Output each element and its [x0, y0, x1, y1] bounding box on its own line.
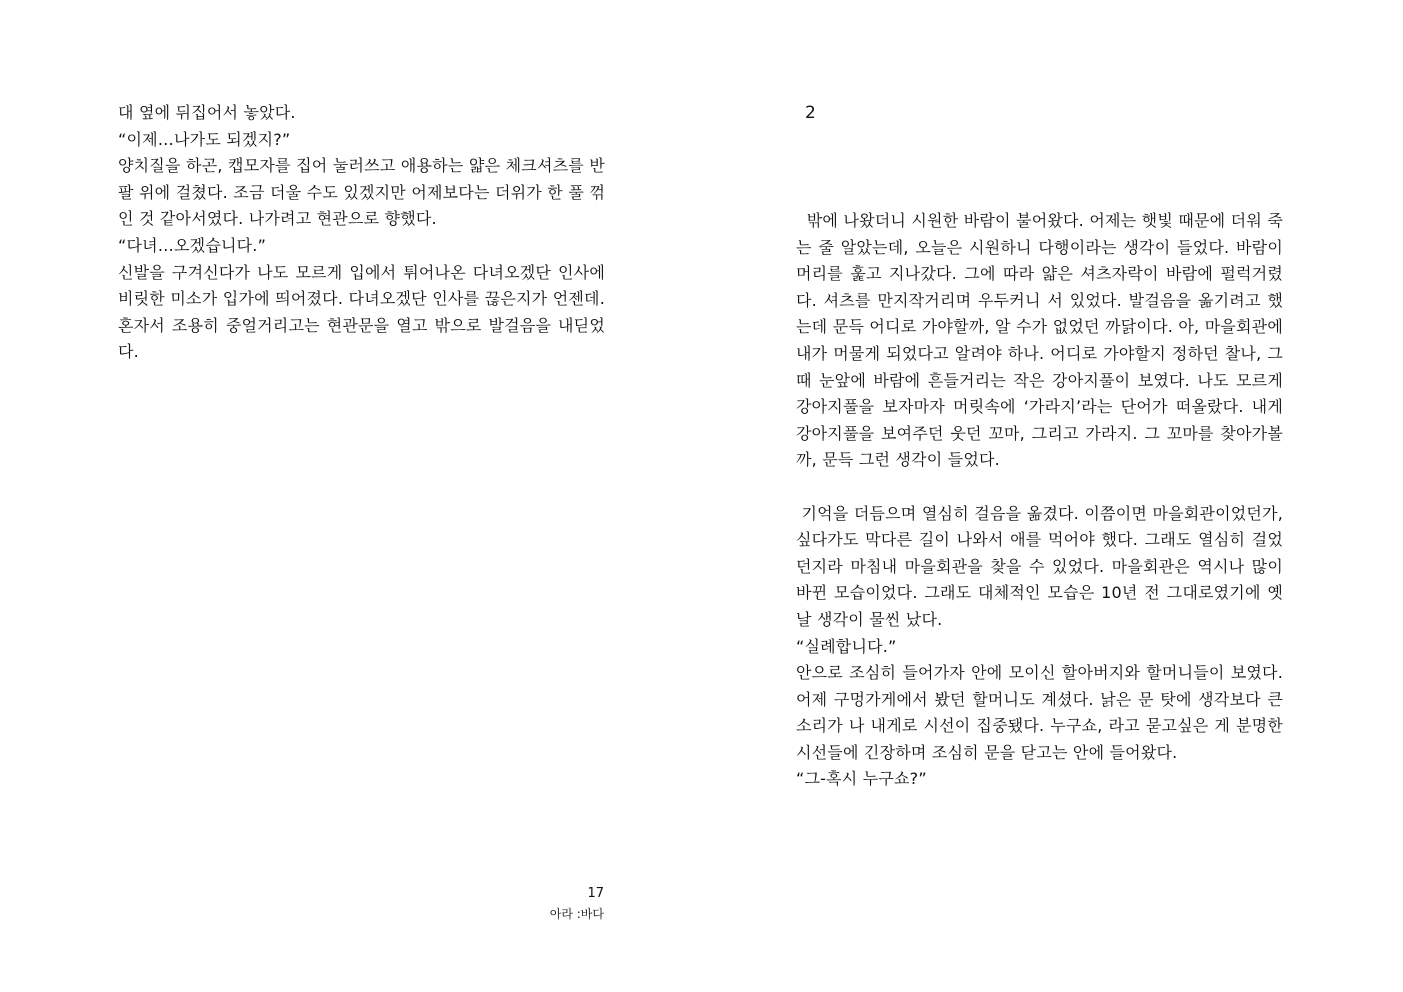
paragraph: 양치질을 하곤, 캡모자를 집어 눌러쓰고 애용하는 얇은 체크셔츠를 반팔 위에 걸쳤다. 조금 더울 수도 있겠지만 어제보다는 더위가 한 풀 꺾인 것 같아서였다. 나가려고 현관으로 향했다. [118, 156, 605, 229]
paragraph: 밖에 나왔더니 시원한 바람이 불어왔다. 어제는 햇빛 때문에 더워 죽는 줄 알았는데, 오늘은 시원하니 다행이라는 생각이 들었다. 바람이 머리를 훑고 지나갔다. 그에 따라 얇은 셔츠자락이 바람에 펄럭거렸다. 셔츠를 만지작거리며 우두커니 서 있었다. 발걸음을 옮기려고 했는데 문득 어디로 가야할까, 알 수가 없었던 까닭이다. 아, 마을회관에 내가 머물게 되었다고 알려야 하나. 어디로 가야할지 정하던 찰나, 그때 눈앞에 바람에 흔들거리는 작은 강아지풀이 보였다. 나도 모르게 강아지풀을 보자마자 머릿속에 ‘가라지’라는 단어가 떠올랐다. 내게 강아지풀을 보여주던 웃던 꼬마, 그리고 가라지. 그 꼬마를 찾아가볼까, 문득 그런 생각이 들었다. [796, 211, 1289, 470]
paragraph: “이제…나가도 되겠지?” [118, 129, 291, 149]
page-number: 17 [587, 886, 604, 901]
paragraph: 안으로 조심히 들어가자 안에 모이신 할아버지와 할머니들이 보였다. 어제 구멍가게에서 봤던 할머니도 계셨다. 낡은 문 탓에 생각보다 큰 소리가 나 내게로 시선이 집중됐다. 누구쇼, 라고 묻고싶은 게 분명한 시선들에 긴장하며 조심히 문을 닫고는 안에 들어왔다. [796, 663, 1283, 762]
left-page [0, 0, 700, 992]
blank-line [796, 474, 1283, 501]
paragraph: “실례합니다.” [796, 636, 897, 656]
paragraph: 신발을 구겨신다가 나도 모르게 입에서 튀어나온 다녀오겠단 인사에 비릿한 미소가 입가에 띄어졌다. 다녀오겠단 인사를 끊은지가 언젠데. 혼자서 조용히 중얼거리고는 현관문을 열고 밖으로 발걸음을 내딛었다. [118, 262, 605, 362]
left-page-body [118, 100, 605, 366]
chapter-number: 2 [805, 103, 816, 123]
paragraph: 기억을 더듬으며 열심히 걸음을 옮겼다. 이쯤이면 마을회관이었던가, 싶다가도 막다른 길이 나와서 애를 먹어야 했다. 그래도 열심히 걸었던지라 마침내 마을회관을 찾을 수 있었다. 마을회관은 역시나 많이 바뀐 모습이었다. 그래도 대체적인 모습은 10년 전 그대로였기에 옛날 생각이 물씬 났다. [796, 503, 1289, 629]
right-page-body [796, 208, 1289, 793]
paragraph: “다녀…오겠습니다.” [118, 235, 267, 255]
paragraph: 대 옆에 뒤집어서 놓았다. [118, 103, 296, 122]
paragraph: “그-혹시 누구쇼?” [796, 769, 927, 789]
right-page [700, 0, 1403, 992]
running-footer: 아라 :바다 [549, 907, 604, 921]
